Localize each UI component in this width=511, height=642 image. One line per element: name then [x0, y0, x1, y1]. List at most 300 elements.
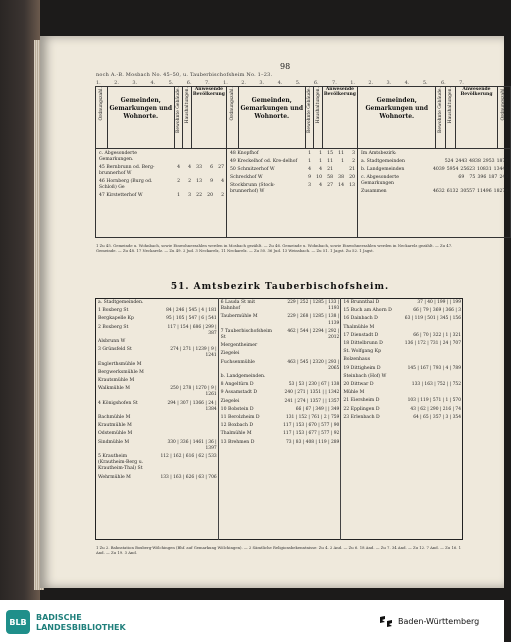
bottom-row-values [216, 430, 218, 438]
baden-wuerttemberg-label[interactable]: Baden-Württemberg [398, 617, 480, 626]
bottom-row-values: 63 | 119 | 501 | 345 | 156 [404, 316, 461, 322]
top-row-value: 20 [349, 175, 355, 180]
bottom-row-label: Ziegelei [220, 398, 240, 404]
bottom-row [96, 324, 218, 338]
column-number: 2. [114, 80, 119, 86]
bottom-row-values: 53 | 53 | 230 | 67 | 138 [288, 382, 340, 388]
bottom-row-label: 3 Grünsfeld St [98, 347, 132, 353]
blb-name[interactable] [36, 613, 126, 633]
top-row [228, 175, 356, 181]
bottom-row-label: Ziegelei [220, 351, 240, 357]
bottom-row-values [460, 356, 462, 364]
bottom-row-label: Odstemühle M [98, 431, 133, 437]
bottom-row-label: 18 Dittelbrunn D [343, 341, 383, 347]
top-row-number: 46 [99, 179, 105, 184]
top-row-name: Bernbrunn od. Berg-brunnerhof W [99, 165, 155, 176]
bottom-row [341, 381, 462, 389]
top-row-value: 2 [177, 179, 180, 184]
bottom-footnotes: 1 Zu 2. Bahnstation Boxberg-Wölchingen (Bhf. auf Gemarkung Wölchingen). — 2 Sämtliche Religionsbekenntnisse: Zu 4. 2 And. — Zu 6. 18 And. — Zu 7. 34 And. — Zu 12. 7 And. — Zu 16. 1 And. — Zu 19. 3 And. [96, 545, 462, 555]
header-bevoelkerung: Anwesende Bevölkerung [191, 87, 226, 149]
top-table [95, 86, 511, 238]
top-row-value: 1878 [496, 159, 509, 164]
bottom-row-label: Bolzenhaus [343, 357, 371, 363]
top-row-values [171, 193, 225, 199]
top-col2 [227, 149, 358, 238]
column-number: 5. [422, 80, 428, 86]
bottom-table [95, 298, 463, 540]
bottom-row [96, 346, 218, 360]
bottom-row-values: 73 | 83 | 408 | 119 | 289 [285, 439, 340, 445]
bottom-row [219, 342, 341, 350]
top-row-value: 27 [218, 165, 224, 170]
bottom-row-values: 250 | 278 | 1270 | 9 | 1261 [170, 386, 217, 398]
header-gebaeude-3: Bewohnte Gebäude. [436, 87, 446, 149]
bottom-row-values: 66 | 79 | 369 | 366 | 3 [413, 308, 461, 314]
bottom-row-values: 95 | 105 | 547 | 6 | 541 [166, 316, 217, 322]
bottom-row-label: Fuchsenmühle [220, 359, 255, 365]
bottom-row-label: 2 Boxberg St [98, 324, 129, 330]
top-row-label [359, 151, 433, 157]
running-head: noch A.-B. Mosbach No. 45–50, u. Tauberbischofsheim No. 1–23. [96, 72, 273, 78]
bottom-row-label: 11 Berolzheim D [220, 415, 260, 421]
top-row-value: 13 [196, 179, 202, 184]
column-number: 1. [96, 80, 101, 86]
bottom-row [341, 315, 462, 323]
bottom-row [96, 369, 218, 377]
top-row-name: Knopfhof [237, 151, 259, 156]
top-row-value [182, 151, 191, 163]
bottom-row [219, 414, 341, 422]
top-row-name: c. Abgesonderte Gemarkungen. [99, 151, 137, 162]
column-number: 7. [332, 80, 337, 86]
bottom-row-values: 133 | 163 | 626 | 63 | 706 [160, 474, 217, 480]
top-row-value: 5954 [446, 167, 459, 172]
top-row-value: 4 [177, 165, 180, 170]
page-number: 98 [280, 62, 291, 71]
bottom-row [219, 430, 341, 438]
baden-wuerttemberg-lions-icon[interactable] [378, 614, 394, 630]
bottom-row [219, 299, 341, 313]
header-bevoelkerung-3: Anwesende Bevölkerung [456, 87, 497, 149]
bottom-row-label: Sindmühle M [98, 439, 130, 445]
top-row-value: 6 [210, 165, 213, 170]
bottom-row-label: 6 Lauda St mit Bahnhof [220, 300, 256, 312]
bottom-row [341, 389, 462, 397]
bottom-row [219, 328, 341, 342]
top-row-name: Zusammen [361, 189, 387, 194]
top-row-value: 4039 [433, 167, 445, 172]
bottom-row-values: 84 | 246 | 545 | 4 | 181 [166, 308, 217, 314]
column-number: 4. [404, 80, 410, 86]
top-row-values [455, 151, 509, 157]
top-footnotes: 1 Zu 45. Gemeinde u. Wohnbach, sowie Einwohnerzahlen werden in Mosbach gezählt. — Zu 46. Gemeinde u. Wohnbach, sowie Einwohnerzahlen werden in Neckarelz gezählt. — Zu 47. Gemeinde. — Zu 48. 17 Neckarelz. — Zu 49. 2 Jud. 3 Neckarelz, 11 Neckarelz. — Zu 50. 36 Jud. 13 Weinsbach. — Zu 51. 1 Jagst. Zu 52. 1 Jagst. [96, 243, 453, 253]
bottom-row [96, 439, 218, 453]
bottom-row [96, 377, 218, 385]
bottom-row-label: Krautsmühle M [98, 378, 135, 384]
bottom-row-label: 21 Eiersheim D [343, 398, 380, 404]
top-row-value: 4 [319, 183, 322, 188]
top-row-value [466, 151, 475, 157]
top-row-value: 2953 [482, 159, 495, 164]
bottom-row-label: Krautmühle M [98, 423, 132, 429]
top-row-values [171, 165, 225, 177]
bottom-row-values: 274 | 271 | 1239 | 9 | 1241 [170, 347, 217, 359]
bottom-row-values [216, 422, 218, 430]
top-row-name: b. Landgemeinden [361, 167, 405, 172]
top-row-value: 187 [488, 175, 498, 180]
bottom-row-label: 9 Assamstadt D [220, 390, 258, 396]
header-ordnung: Ordnungszahl. [96, 87, 108, 149]
bottom-row [341, 348, 462, 356]
column-number: 6. [186, 80, 192, 86]
bottom-row [219, 381, 341, 389]
top-row-value: 25623 [460, 167, 476, 172]
bottom-row-values: 131 | 152 | 761 | 2 | 759 [285, 415, 340, 421]
bottom-row-label: 23 Erlenbach D [343, 414, 380, 420]
top-row-value: 1 [319, 151, 322, 156]
bottom-row-values: 64 | 65 | 357 | 3 | 354 [413, 414, 461, 420]
top-row-value: 2 [188, 179, 191, 184]
bottom-row [341, 340, 462, 348]
bottom-row [219, 406, 341, 414]
top-row-value [204, 151, 213, 163]
bottom-row-label: b. Landgemeinden. [220, 374, 266, 380]
top-row-number: 47 [99, 193, 105, 198]
top-row-value: 27 [327, 183, 333, 188]
top-col1 [96, 149, 227, 238]
top-row-value: 69 [458, 175, 465, 180]
bottom-row-values [460, 373, 462, 381]
top-row-name: Schmitzerhof W [237, 167, 275, 172]
bottom-row-label: 10 Bobstein D [220, 406, 254, 412]
bottom-row [341, 397, 462, 405]
top-row-label [228, 175, 302, 181]
top-row [359, 159, 509, 165]
bottom-row-values: 66 | 67 | 349 | | 349 [295, 406, 340, 412]
column-number: 3. [132, 80, 138, 86]
bottom-row-label: a. Stadtgemeinden. [98, 300, 144, 305]
bottom-row-values [460, 389, 462, 397]
bottom-row-label: Walkmühle M [98, 386, 130, 392]
blb-name-line2: LANDESBIBLIOTHEK [36, 623, 126, 632]
blb-logo[interactable]: BLB [6, 610, 30, 634]
bottom-row [96, 422, 218, 430]
top-row-label [228, 167, 302, 173]
bottom-row [219, 313, 341, 327]
top-row-value: 14 [338, 183, 344, 188]
top-row-name: Im Amtsbezirk: [361, 151, 397, 156]
top-row-value: 9 [308, 175, 311, 180]
bottom-row-values: 43 | 62 | 290 | 216 | 74 [410, 406, 461, 412]
top-row-value: 15 [327, 151, 333, 156]
column-number: 5. [295, 80, 301, 86]
top-row-value: 38 [338, 175, 344, 180]
top-row-value [171, 151, 180, 163]
bottom-row [219, 373, 341, 381]
bottom-row-values: 462 | 544 | 2294 | 292 | 2012 [287, 328, 340, 341]
top-row-values [433, 167, 509, 173]
top-row [97, 193, 225, 199]
column-number: 1. [223, 80, 228, 86]
top-row-label [359, 175, 433, 187]
header-ordnung-3: Ordnungszahl. [497, 87, 511, 149]
bottom-row [341, 406, 462, 414]
top-row-value: 396 [477, 175, 487, 180]
bottom-row [96, 453, 218, 474]
top-row-number: 50 [230, 167, 236, 172]
bottom-row [96, 299, 218, 307]
column-number: 3. [386, 80, 392, 86]
bottom-row-label: 16 Dainbach D [343, 316, 378, 322]
blb-name-line1: BADISCHE [36, 613, 82, 622]
top-row-value: 3 [308, 183, 311, 188]
top-row [228, 151, 356, 157]
header-ordnung-2: Ordnungszahl. [227, 87, 239, 149]
header-haushaltungen-2: Haushaltungen. [314, 87, 323, 149]
bottom-row-label: Steinbach (Hof) W [343, 373, 387, 379]
bottom-row [96, 385, 218, 399]
top-row-label [359, 167, 433, 173]
top-row-values [455, 175, 509, 187]
bottom-row-values: 66 | 70 | 322 | 1 | 321 [413, 332, 461, 338]
bottom-row [341, 373, 462, 381]
top-row [97, 179, 225, 191]
top-row-value: 13440 [493, 167, 509, 172]
top-row-value [488, 151, 497, 157]
top-row [359, 167, 509, 173]
top-row-value: 2 [221, 193, 224, 198]
top-row-values [444, 159, 509, 165]
header-gemeinden-3: Gemeinden, Gemarkungen und Wohnorte. [358, 87, 436, 149]
column-number: 7. [204, 80, 210, 86]
bottom-row [219, 439, 341, 447]
bottom-row [96, 315, 218, 323]
bottom-row-values: 330 | 336 | 1461 | 36 | 1397 [167, 439, 217, 451]
bottom-row-label: Englerthsmühle M [98, 361, 142, 367]
top-row-value: 58 [327, 175, 333, 180]
column-number: 6. [440, 80, 446, 86]
top-row-value: 1 [319, 159, 322, 164]
top-row-value [215, 151, 224, 163]
header-gebaeude: Bewohnte Gebäude. [174, 87, 183, 149]
top-row [228, 159, 356, 165]
bottom-row-values: 117 | 154 | 686 | 299 | 387 [167, 324, 217, 336]
top-row-label [97, 179, 171, 191]
top-row-values [171, 151, 225, 163]
column-number: 5. [168, 80, 174, 86]
top-row [97, 165, 225, 177]
bottom-row-values [460, 324, 462, 332]
header-gemeinden: Gemeinden, Gemarkungen und Wohnorte. [107, 87, 174, 149]
top-row-values [302, 151, 356, 157]
bottom-row [341, 307, 462, 315]
bottom-row-values: 145 | 167 | 793 | 4 | 789 [407, 365, 461, 371]
top-row-value: 4 [308, 167, 311, 172]
header-haushaltungen: Haushaltungen. [183, 87, 192, 149]
top-row-value: 4838 [469, 159, 481, 164]
bottom-row-label: 19 Dittigheim D [343, 365, 381, 371]
bottom-row [219, 398, 341, 406]
bottom-row [96, 338, 218, 346]
bottom-row-values [460, 348, 462, 356]
top-row-value [477, 151, 486, 157]
top-row [228, 167, 356, 173]
bottom-row [341, 324, 462, 332]
bottom-row [96, 361, 218, 369]
column-number: 4. [277, 80, 283, 86]
top-row-name: c. Abgesonderte Gemarkungen [361, 175, 399, 186]
bottom-row-values [216, 361, 218, 369]
header-bevoelkerung-2: Anwesende Bevölkerung [322, 87, 357, 149]
bottom-row [96, 430, 218, 438]
bottom-row-values: 117 | 153 | 670 | 577 | 90 [283, 423, 340, 429]
bottom-row-label: 17 Dienstadt D [343, 332, 379, 338]
bottom-row-label: St. Wolfgang Kp [343, 349, 382, 355]
bottom-row [96, 307, 218, 315]
top-row-values [433, 189, 509, 195]
top-row-label [228, 151, 302, 157]
bottom-row-values: 241 | 274 | 1357 | | 1357 [284, 398, 340, 404]
bottom-row-label: Wehrmühle M [98, 474, 131, 480]
top-row-values [302, 183, 356, 195]
top-row-label [359, 159, 433, 165]
bottom-row-values [216, 369, 218, 377]
top-row-value: 20 [207, 193, 213, 198]
top-row-value: 21 [349, 167, 355, 172]
top-row [359, 175, 509, 187]
top-row-number: 45 [99, 165, 105, 170]
top-row-value: 21 [327, 167, 333, 172]
bottom-row-label: 15 Buch am Ahorn D [343, 308, 392, 314]
bottom-row [219, 422, 341, 430]
top-row-value: 244 [499, 175, 509, 180]
bottom-row-label: 8 Angeltürn D [220, 382, 254, 388]
top-row-value: 13 [349, 183, 355, 188]
top-row-value: 11 [338, 151, 344, 156]
top-row-value: 4632 [433, 189, 445, 194]
top-row [228, 183, 356, 195]
top-row-value [455, 151, 464, 157]
column-number: 3. [259, 80, 265, 86]
top-row-name: a. Stadtgemeinden [361, 159, 405, 164]
bottom-row-label: Taubermühle M [220, 314, 258, 320]
top-row-value: 75 [469, 175, 476, 180]
bottom-row [341, 356, 462, 364]
top-row-label [97, 165, 171, 177]
top-row-value: 11496 [477, 189, 492, 194]
bottom-row-values: 229 | 252 | 1285 | 133 | 1193 [287, 300, 340, 312]
top-row-value: 10 [316, 175, 322, 180]
top-row-label [97, 151, 171, 163]
bottom-row [341, 365, 462, 373]
bottom-row-values: 229 | 268 | 1285 | 138 | 1139 [287, 314, 340, 326]
bottom-row-label: 22 Epplingen D [343, 406, 380, 412]
bottom-row-label: Mergentheimer [220, 343, 258, 349]
top-row-value: 1 [308, 151, 311, 156]
top-row-value: 30557 [460, 189, 476, 194]
column-number: 1. [350, 80, 355, 86]
bottom-row [219, 389, 341, 397]
top-row-value: 6132 [446, 189, 459, 194]
top-row [359, 189, 509, 195]
top-row-value: 33 [196, 165, 202, 170]
top-row-value: 2 [352, 159, 355, 164]
top-row-value: 10831 [477, 167, 492, 172]
bottom-row-label: 5 Krautheim (Krautheim-Berg u. Krautheim-Thal) St [98, 454, 144, 472]
bottom-row-values [216, 377, 218, 385]
bottom-row-label: 4 Königshofen St [98, 400, 138, 406]
top-row-label [359, 189, 433, 195]
top-row-name: Hornberg (Burg od. Schloß) Ge [99, 179, 153, 190]
top-row-value: 11 [327, 159, 333, 164]
bottom-row-label: 1 Boxberg St [98, 308, 129, 314]
header-gemeinden-2: Gemeinden, Gemarkungen und Wohnorte. [238, 87, 305, 149]
top-row-value: 9 [210, 179, 213, 184]
top-row-value: 4 [188, 165, 191, 170]
bottom-row-values [216, 338, 218, 346]
column-number: 2. [241, 80, 247, 86]
bottom-col3 [341, 299, 463, 540]
top-row-name: Kirstetterhof W [106, 193, 143, 198]
top-row-label [97, 193, 171, 199]
top-row-values [171, 179, 225, 191]
bottom-row-label: Bachmühle M [98, 415, 131, 421]
bottom-row-label: Mühle M [343, 390, 365, 396]
bottom-row [96, 414, 218, 422]
bottom-row [341, 299, 462, 307]
top-row-name: Stockbrunn (Stock-brunnerhof) W [230, 183, 275, 194]
bottom-row-values [338, 350, 340, 358]
bottom-row-label: Thalmühle M [220, 431, 252, 437]
header-haushaltungen-3: Haushaltungen. [446, 87, 456, 149]
bottom-row-label: 14 Brunnthal D [343, 300, 380, 305]
top-row-label [228, 159, 302, 165]
top-row-number: 48 [230, 151, 236, 156]
top-row-values [302, 175, 356, 181]
bottom-row-label: 13 Brehmen D [220, 439, 255, 445]
top-row [97, 151, 225, 163]
bottom-row-values: 103 | 119 | 571 | 1 | 570 [407, 398, 461, 404]
top-row-name: Kreckelhof od. Kre-delhof [237, 159, 298, 164]
top-row-value: 1 [308, 159, 311, 164]
bottom-row [341, 414, 462, 422]
bottom-row-values: 37 | 40 | 199 | | 199 [417, 300, 461, 305]
top-row-value: 1 [341, 159, 344, 164]
bottom-row-values [338, 342, 340, 350]
bottom-row-values: 133 | 163 | 752 | | 752 [411, 382, 461, 388]
top-row-values [302, 167, 356, 173]
column-number: 6. [313, 80, 319, 86]
top-row-value [193, 151, 202, 163]
bottom-row [96, 474, 218, 482]
top-row [359, 151, 509, 157]
top-col3 [358, 149, 511, 238]
column-number: 2. [368, 80, 374, 86]
top-row-value: 3 [188, 193, 191, 198]
bottom-row-values: 136 | 172 | 731 | 24 | 707 [404, 341, 461, 347]
top-row-value: 524 [444, 159, 454, 164]
bottom-row [341, 332, 462, 340]
section-title: 51. Amtsbezirk Tauberbischofsheim. [170, 282, 390, 292]
header-gebaeude-2: Bewohnte Gebäude. [305, 87, 314, 149]
bottom-row [96, 400, 218, 414]
top-row-values [302, 159, 356, 165]
bottom-row [219, 359, 341, 373]
top-row-value [335, 167, 344, 173]
bottom-col1 [96, 299, 219, 540]
top-row-value: 22 [196, 193, 202, 198]
bottom-row-values: 463 | 545 | 2320 | 293 | 2065 [287, 359, 340, 371]
